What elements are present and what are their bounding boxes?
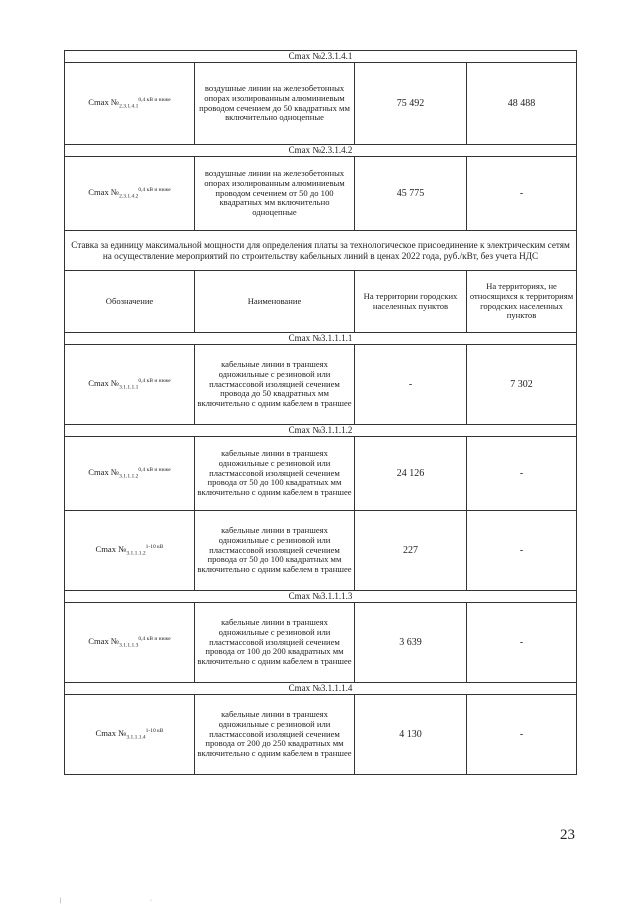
section-header-row <box>65 683 577 695</box>
section-title: Cmax №3.1.1.1.1 <box>65 333 577 345</box>
col-header-name: Наименование <box>195 271 355 333</box>
column-header-row <box>65 271 577 333</box>
section-title: Cmax №2.3.1.4.1 <box>65 51 577 63</box>
designation-cell: Cmax $№_{2.3.1.4.2}^{0,4 кВ и ниже}$ <box>65 157 195 231</box>
table-row <box>65 437 577 511</box>
urban-value-cell: 45 775 <box>355 157 467 231</box>
page-number: 23 <box>560 827 575 843</box>
col-header-rural: На территориях, не относящихся к территориям городских населенных пунктов <box>467 271 577 333</box>
name-cell: воздушные линии на железобетонных опорах изолированным алюминиевым проводом сечением до 50 квадратных мм включительно одноцепные <box>195 63 355 145</box>
scan-mark: | <box>60 898 62 904</box>
section-title: Cmax №3.1.1.1.4 <box>65 683 577 695</box>
scan-mark: · <box>150 898 152 904</box>
section-title: Cmax №3.1.1.1.2 <box>65 425 577 437</box>
urban-value-cell: 3 639 <box>355 603 467 683</box>
caption-row <box>65 231 577 271</box>
table-row <box>65 63 577 145</box>
table-caption: Ставка за единицу максимальной мощности для определения платы за технологическое присоединение к электрическим сетям на осуществление мероприятий по строительству кабельных линий в ценах 2022 года, руб./кВт, без учета НДС <box>65 231 577 271</box>
section-header-row <box>65 425 577 437</box>
designation-cell: Cmax $№_{3.1.1.1.3}^{0,4 кВ и ниже}$ <box>65 603 195 683</box>
rural-value-cell: - <box>467 695 577 775</box>
designation-cell: Cmax $№_{3.1.1.1.2}^{1-10 кВ}$ <box>65 511 195 591</box>
name-cell: кабельные линии в траншеях одножильные с резиновой или пластмассовой изоляцией сечением провода от 50 до 100 квадратных мм включительно с одним кабелем в траншее <box>195 511 355 591</box>
urban-value-cell: - <box>355 345 467 425</box>
designation-cell: Cmax $№_{2.3.1.4.1}^{0,4 кВ и ниже}$ <box>65 63 195 145</box>
urban-value-cell: 227 <box>355 511 467 591</box>
table-row <box>65 345 577 425</box>
rural-value-cell: 7 302 <box>467 345 577 425</box>
table-row <box>65 603 577 683</box>
table-row <box>65 511 577 591</box>
name-cell: кабельные линии в траншеях одножильные с резиновой или пластмассовой изоляцией сечением провода до 50 квадратных мм включительно с одним кабелем в траншее <box>195 345 355 425</box>
rural-value-cell: - <box>467 437 577 511</box>
table-row <box>65 157 577 231</box>
tariff-table <box>64 50 577 775</box>
section-header-row <box>65 145 577 157</box>
name-cell: воздушные линии на железобетонных опорах изолированным алюминиевым проводом сечением от 50 до 100 квадратных мм включительно одноцепные <box>195 157 355 231</box>
col-header-urban: На территории городских населенных пунктов <box>355 271 467 333</box>
section-header-row <box>65 51 577 63</box>
table-row <box>65 695 577 775</box>
rural-value-cell: - <box>467 511 577 591</box>
designation-cell: Cmax $№_{3.1.1.1.4}^{1-10 кВ}$ <box>65 695 195 775</box>
section-title: Cmax №3.1.1.1.3 <box>65 591 577 603</box>
section-title: Cmax №2.3.1.4.2 <box>65 145 577 157</box>
col-header-designation: Обозначение <box>65 271 195 333</box>
name-cell: кабельные линии в траншеях одножильные с резиновой или пластмассовой изоляцией сечением провода от 100 до 200 квадратных мм включительно с одним кабелем в траншее <box>195 603 355 683</box>
section-header-row <box>65 333 577 345</box>
urban-value-cell: 75 492 <box>355 63 467 145</box>
designation-cell: Cmax $№_{3.1.1.1.2}^{0,4 кВ и ниже}$ <box>65 437 195 511</box>
rural-value-cell: - <box>467 603 577 683</box>
designation-cell: Cmax $№_{3.1.1.1.1}^{0,4 кВ и ниже}$ <box>65 345 195 425</box>
name-cell: кабельные линии в траншеях одножильные с резиновой или пластмассовой изоляцией сечением провода от 200 до 250 квадратных мм включительно с одним кабелем в траншее <box>195 695 355 775</box>
rural-value-cell: - <box>467 157 577 231</box>
section-header-row <box>65 591 577 603</box>
urban-value-cell: 24 126 <box>355 437 467 511</box>
name-cell: кабельные линии в траншеях одножильные с резиновой или пластмассовой изоляцией сечением провода от 50 до 100 квадратных мм включительно с одним кабелем в траншее <box>195 437 355 511</box>
urban-value-cell: 4 130 <box>355 695 467 775</box>
rural-value-cell: 48 488 <box>467 63 577 145</box>
